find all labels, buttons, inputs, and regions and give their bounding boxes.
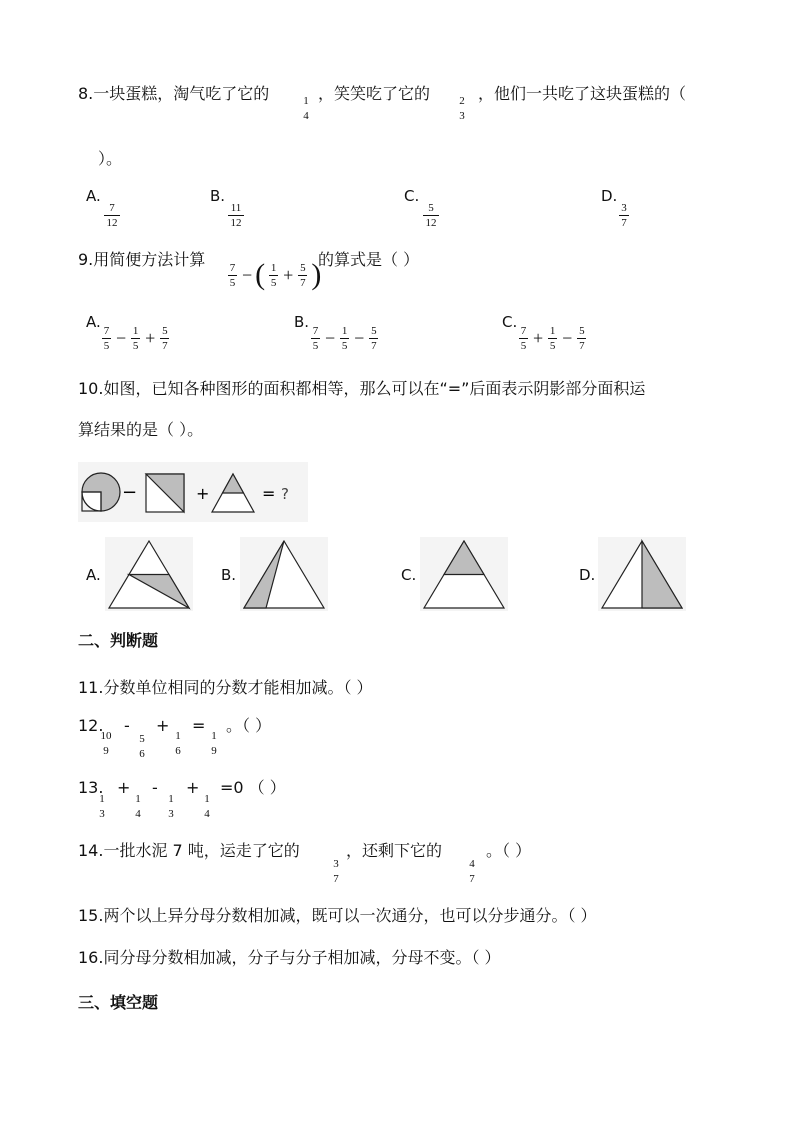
q13-op-2: - xyxy=(152,778,158,797)
right-paren: ) xyxy=(311,258,322,291)
q12-prefix: 12. xyxy=(78,716,104,735)
q14-fraction-1 xyxy=(331,858,341,885)
q8-text-b: ，笑笑吃了它的 xyxy=(318,84,431,103)
numerator: 1 xyxy=(204,793,210,805)
numerator: 4 xyxy=(469,858,475,870)
fraction xyxy=(228,262,237,289)
numerator: 3 xyxy=(333,858,339,870)
q13-fraction-2 xyxy=(133,793,143,820)
denominator: 7 xyxy=(469,873,475,885)
denominator: 9 xyxy=(211,745,217,757)
numerator: 2 xyxy=(459,95,465,107)
operator: − xyxy=(116,328,127,348)
q10-option-c-figure[interactable] xyxy=(420,537,508,611)
q11-text: 11.分数单位相同的分数才能相加减。（ ） xyxy=(78,678,373,697)
denominator: 3 xyxy=(459,110,465,122)
section-heading-fill-blank: 三、填空题 xyxy=(78,993,159,1012)
denominator: 5 xyxy=(341,340,348,352)
equals-sign: = xyxy=(262,484,276,503)
q14-text-b: ，还剩下它的 xyxy=(346,841,443,860)
operator: + xyxy=(533,328,544,348)
q8-option-b-fraction xyxy=(228,202,244,229)
denominator: 9 xyxy=(103,745,109,757)
plus-sign: + xyxy=(196,484,210,503)
numerator: 7 xyxy=(520,325,527,337)
q13-op-1: + xyxy=(117,778,131,797)
question-mark: ? xyxy=(281,485,289,503)
q10-option-a-label[interactable]: A. xyxy=(86,566,101,584)
q8-fraction-2 xyxy=(456,95,468,122)
q13-fraction-1 xyxy=(97,793,107,820)
numerator: 5 xyxy=(139,733,145,745)
q12-fraction-1 xyxy=(98,730,114,757)
q13-op-3: + xyxy=(186,778,200,797)
numerator: 10 xyxy=(100,730,112,742)
left-paren: ( xyxy=(255,258,266,291)
numerator: 1 xyxy=(132,325,139,337)
q12-op-3: = xyxy=(192,716,206,735)
numerator: 7 xyxy=(103,325,110,337)
denominator: 12 xyxy=(425,217,437,229)
numerator: 1 xyxy=(303,95,309,107)
q13-suffix: =0 （ ） xyxy=(220,778,286,797)
q9-option-c-expression xyxy=(517,325,588,352)
denominator: 5 xyxy=(312,340,319,352)
q10-option-d-figure[interactable] xyxy=(598,537,686,611)
denominator: 4 xyxy=(303,110,309,122)
numerator: 1 xyxy=(99,793,105,805)
square-figure xyxy=(146,474,184,512)
q9-expression xyxy=(226,260,321,290)
numerator: 1 xyxy=(135,793,141,805)
numerator: 5 xyxy=(428,202,434,214)
operator: − xyxy=(354,328,365,348)
numerator: 3 xyxy=(621,202,627,214)
q8-text-a: 8.一块蛋糕，淘气吃了它的 xyxy=(78,84,270,103)
denominator: 6 xyxy=(139,748,145,760)
numerator: 7 xyxy=(229,261,236,274)
q13-prefix: 13. xyxy=(78,778,104,797)
q9-text-a: 9.用简便方法计算 xyxy=(78,250,206,269)
denominator: 12 xyxy=(230,217,242,229)
denominator: 7 xyxy=(371,340,377,352)
q16-text: 16.同分母分数相加减，分子与分子相加减，分母不变。（ ） xyxy=(78,948,501,967)
q12-op-1: - xyxy=(124,716,130,735)
q9-option-b-expression xyxy=(309,325,380,352)
q10-option-c-label[interactable]: C. xyxy=(401,566,417,584)
numerator: 1 xyxy=(270,261,277,274)
numerator: 7 xyxy=(109,202,115,214)
denominator: 3 xyxy=(99,808,105,820)
q14-fraction-2 xyxy=(467,858,477,885)
denominator: 5 xyxy=(229,276,236,289)
q8-text-c: ，他们一共吃了这块蛋糕的（ xyxy=(478,84,687,103)
q12-fraction-2 xyxy=(137,733,147,760)
q8-option-a-label[interactable]: A. xyxy=(86,187,101,205)
denominator: 5 xyxy=(520,340,527,352)
q12-suffix: 。（ ） xyxy=(226,716,272,735)
q10-option-b-figure[interactable] xyxy=(240,537,328,611)
denominator: 5 xyxy=(132,340,139,352)
q9-option-c-label[interactable]: C. xyxy=(502,313,518,331)
denominator: 4 xyxy=(204,808,210,820)
denominator: 4 xyxy=(135,808,141,820)
operator: − xyxy=(325,328,336,348)
denominator: 7 xyxy=(579,340,585,352)
q10-option-a-figure[interactable] xyxy=(105,537,193,611)
q10-text-a: 10.如图，已知各种图形的面积都相等，那么可以在“=”后面表示阴影部分面积运 xyxy=(78,379,646,398)
q8-option-c-label[interactable]: C. xyxy=(404,187,420,205)
q14-text-a: 14.一批水泥 7 吨，运走了它的 xyxy=(78,841,300,860)
numerator: 1 xyxy=(211,730,217,742)
q9-text-b: 的算式是（ ） xyxy=(318,250,420,269)
denominator: 5 xyxy=(103,340,110,352)
denominator: 7 xyxy=(162,340,168,352)
denominator: 7 xyxy=(333,873,339,885)
minus-sign: − xyxy=(242,264,253,285)
denominator: 12 xyxy=(106,217,118,229)
numerator: 1 xyxy=(175,730,181,742)
circle-figure xyxy=(82,473,120,511)
q12-fraction-4 xyxy=(209,730,219,757)
denominator: 5 xyxy=(270,276,277,289)
denominator: 3 xyxy=(168,808,174,820)
fraction xyxy=(298,262,307,289)
q13-fraction-4 xyxy=(202,793,212,820)
q9-option-a-expression xyxy=(100,325,171,352)
denominator: 7 xyxy=(300,276,306,289)
operator: + xyxy=(145,328,156,348)
operator: − xyxy=(562,328,573,348)
q8-text-d: ）。 xyxy=(98,149,123,168)
numerator: 1 xyxy=(549,325,556,337)
q14-text-c: 。（ ） xyxy=(486,841,532,860)
q12-fraction-3 xyxy=(173,730,183,757)
q8-option-b-label[interactable]: B. xyxy=(210,187,226,205)
q12-op-2: + xyxy=(156,716,170,735)
q10-option-b-label[interactable]: B. xyxy=(221,566,237,584)
numerator: 11 xyxy=(230,202,242,214)
section-heading-judgement: 二、判断题 xyxy=(78,631,159,650)
q8-option-d-label[interactable]: D. xyxy=(601,187,618,205)
q9-option-a-label[interactable]: A. xyxy=(86,313,101,331)
numerator: 5 xyxy=(579,325,585,337)
fraction xyxy=(269,262,278,289)
denominator: 7 xyxy=(621,217,627,229)
plus-sign: + xyxy=(283,264,294,285)
q8-option-d-fraction xyxy=(619,202,629,229)
q10-text-b: 算结果的是（ ）。 xyxy=(78,420,204,439)
q8-option-c-fraction xyxy=(423,202,439,229)
numerator: 1 xyxy=(341,325,348,337)
q10-figure-equation xyxy=(78,462,308,522)
q10-option-d-label[interactable]: D. xyxy=(579,566,596,584)
denominator: 6 xyxy=(175,745,181,757)
q15-text: 15.两个以上异分母分数相加减，既可以一次通分，也可以分步通分。（ ） xyxy=(78,906,597,925)
q8-option-a-fraction xyxy=(104,202,120,229)
numerator: 5 xyxy=(300,261,306,274)
denominator: 5 xyxy=(549,340,556,352)
numerator: 7 xyxy=(312,325,319,337)
q13-fraction-3 xyxy=(166,793,176,820)
q8-fraction-1 xyxy=(300,95,312,122)
numerator: 5 xyxy=(162,325,168,337)
numerator: 1 xyxy=(168,793,174,805)
numerator: 5 xyxy=(371,325,377,337)
q9-option-b-label[interactable]: B. xyxy=(294,313,310,331)
minus-sign: − xyxy=(122,482,138,503)
